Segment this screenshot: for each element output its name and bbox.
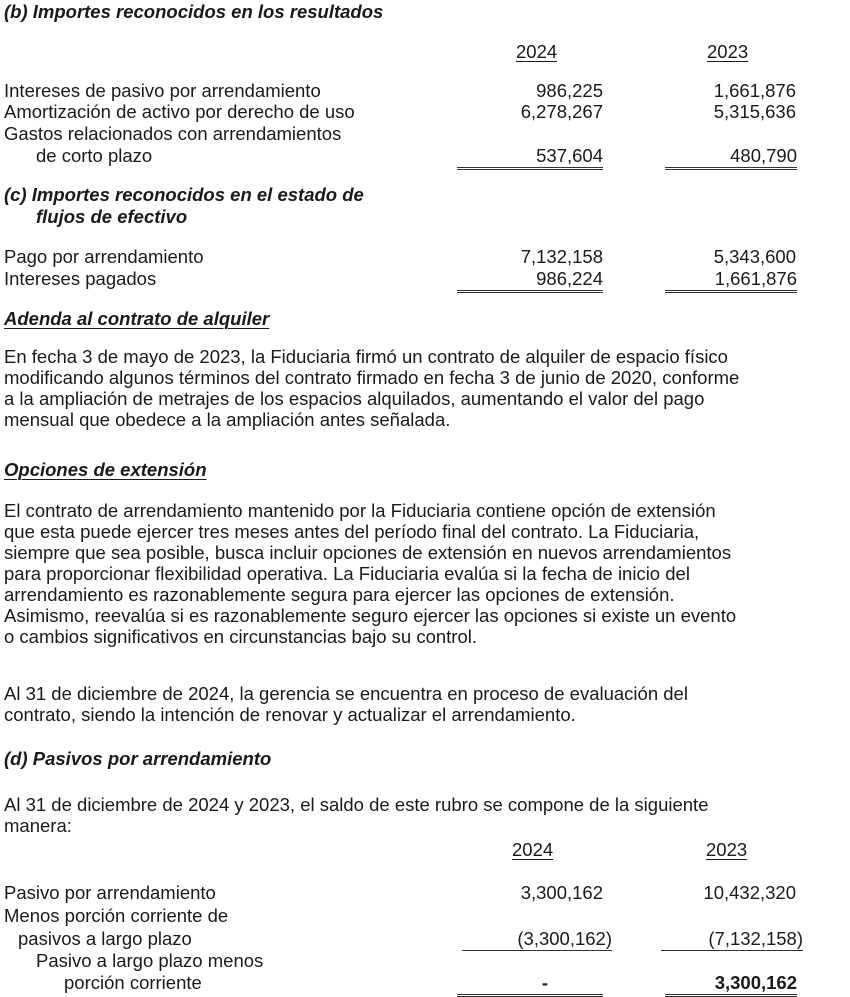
row-label-continued: pasivos a largo plazo (18, 928, 192, 949)
column-header-2024: 2024 (512, 839, 554, 860)
row-label: Intereses pagados (4, 268, 157, 289)
row-value-2023: 10,432,320 (703, 882, 796, 903)
row-value-2024: 7,132,158 (520, 246, 603, 267)
section-c-title-continued: flujos de efectivo (36, 206, 188, 227)
row-label: Pasivo por arrendamiento (4, 882, 216, 903)
row-value-2024: 986,225 (536, 80, 603, 101)
row-value-2023: 3,300,162 (663, 972, 797, 997)
row-value-2023: 5,343,600 (713, 246, 796, 267)
row-label: Amortización de activo por derecho de uso (4, 101, 355, 122)
row-label: Menos porción corriente de (4, 905, 229, 926)
row-value-2024: 6,278,267 (520, 101, 603, 122)
row-value-2024: 3,300,162 (520, 882, 603, 903)
column-header-2024: 2024 (516, 41, 558, 62)
opciones-paragraph-1: El contrato de arrendamiento mantenido por la Fiduciaria contiene opción de extensión que esta puede ejercer tres meses antes del período final del contrato. La Fiduciaria, siempre que sea posible, busca incluir opciones de extensión en nuevos arrendamientos para proporcionar flexibilidad operativa. La Fiduciaria evalúa si la fecha de inicio del arrendamiento es razonablemente segura para ejercer las opciones de extensión. Asimismo, reevalúa si es razonablemente seguro ejercer las opciones si existe un evento o cambios significativos en circunstancias bajo su control. (4, 500, 737, 647)
row-value-2023: 1,661,876 (663, 268, 797, 293)
opciones-paragraph-2: Al 31 de diciembre de 2024, la gerencia se encuentra en proceso de evaluación del contrato, siendo la intención de renovar y actualizar el arrendamiento. (4, 683, 688, 725)
row-value-2024: - (453, 972, 603, 997)
row-label-continued: porción corriente (64, 972, 202, 993)
row-label: Gastos relacionados con arrendamientos (4, 123, 342, 144)
row-value-2023: 5,315,636 (713, 101, 796, 122)
row-value-2024: 537,604 (453, 145, 603, 170)
row-value-2023: (7,132,158) (653, 928, 803, 951)
row-label: Intereses de pasivo por arrendamiento (4, 80, 321, 101)
section-d-title: (d) Pasivos por arrendamiento (4, 748, 272, 769)
column-header-2023: 2023 (707, 41, 749, 62)
row-value-2024: (3,300,162) (453, 928, 612, 951)
section-b-title: (b) Importes reconocidos en los resultados (4, 1, 384, 22)
row-value-2024: 986,224 (453, 268, 603, 293)
adenda-title: Adenda al contrato de alquiler (4, 308, 270, 329)
section-d-intro: Al 31 de diciembre de 2024 y 2023, el saldo de este rubro se compone de la siguiente manera: (4, 794, 709, 836)
row-value-2023: 1,661,876 (713, 80, 796, 101)
adenda-paragraph: En fecha 3 de mayo de 2023, la Fiduciaria firmó un contrato de alquiler de espacio físico modificando algunos términos del contrato firmado en fecha 3 de junio de 2020, conforme a la ampliación de metrajes de los espacios alquilados, aumentando el valor del pago mensual que obedece a la ampliación antes señalada. (4, 346, 740, 430)
row-label: Pago por arrendamiento (4, 246, 204, 267)
opciones-title: Opciones de extensión (4, 459, 207, 480)
row-label-continued: de corto plazo (36, 145, 153, 166)
column-header-2023: 2023 (706, 839, 748, 860)
row-value-2023: 480,790 (663, 145, 797, 170)
row-label: Pasivo a largo plazo menos (36, 950, 264, 971)
section-c-title: (c) Importes reconocidos en el estado de (4, 184, 364, 205)
